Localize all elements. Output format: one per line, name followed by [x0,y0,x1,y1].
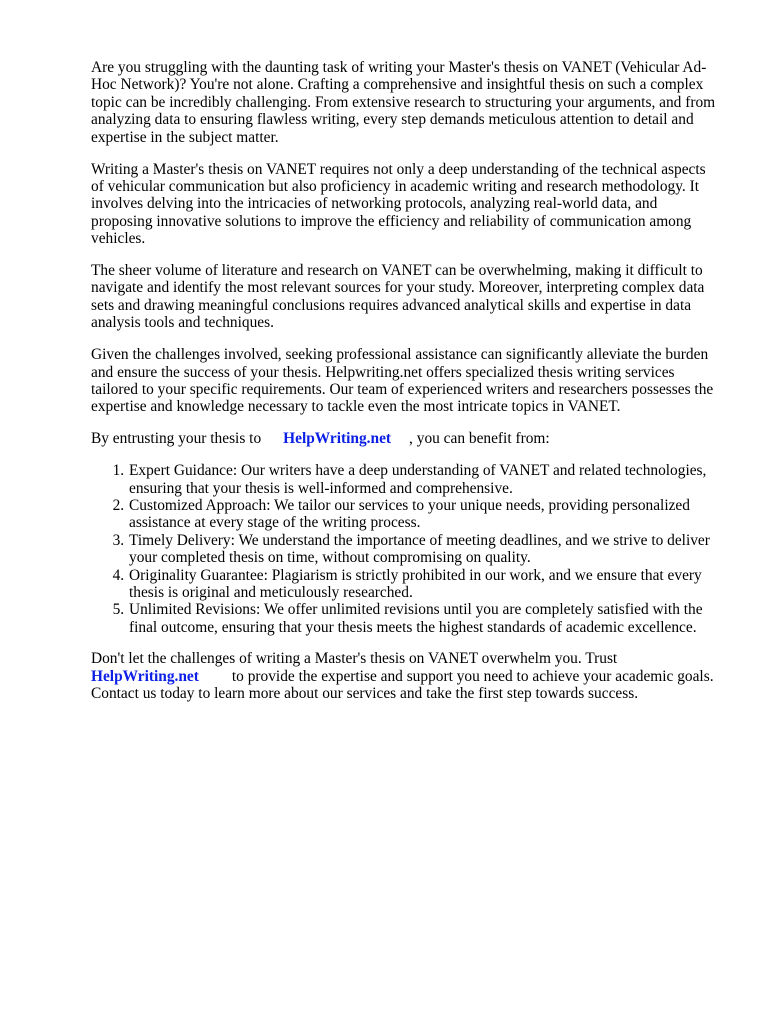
helpwriting-link-closing[interactable]: HelpWriting.net [91,667,199,685]
benefits-list [91,462,721,636]
document-page [91,59,721,717]
list-item: 4. Originality Guarantee: Plagiarism is strictly prohibited in our work, and we ensure that every thesis is original and meticulously researched. [128,567,721,602]
list-item: 3. Timely Delivery: We understand the importance of meeting deadlines, and we strive to deliver your completed thesis on time, without compromising on quality. [128,532,721,567]
literature-paragraph: The sheer volume of literature and research on VANET can be overwhelming, making it difficult to navigate and identify the most relevant sources for your study. Moreover, interpreting complex data sets and drawing meaningful conclusions requires advanced analytical skills and expertise in data analysis tools and techniques. [91,262,705,332]
closing-text-after: to provide the expertise and support you need to achieve your academic goals. Contact us today to learn more about our services and take the first step towards success. [91,667,714,703]
intro-paragraph: Are you struggling with the daunting task of writing your Master's thesis on VANET (Vehicular Ad-Hoc Network)? You're not alone. Crafting a comprehensive and insightful thesis on such a complex topic can be incredibly challenging. From extensive research to structuring your arguments, and from analyzing data to ensuring flawless writing, every step demands meticulous attention to detail and expertise in the subject matter. [91,59,716,146]
closing-text-before: Don't let the challenges of writing a Master's thesis on VANET overwhelm you. Trust [91,650,618,668]
helpwriting-link[interactable]: HelpWriting.net [283,430,392,448]
list-item: 1. Expert Guidance: Our writers have a deep understanding of VANET and related technologies, ensuring that your thesis is well-informed and comprehensive. [128,462,721,497]
requirements-paragraph: Writing a Master's thesis on VANET requires not only a deep understanding of the technical aspects of vehicular communication but also proficiency in academic writing and research methodology. It involves delving into the intricacies of networking protocols, analyzing real-world data, and proposing innovative solutions to improve the efficiency and reliability of communication among vehicles. [91,160,706,248]
entrust-text-after: , you can benefit from: [409,430,550,448]
list-item: 2. Customized Approach: We tailor our services to your unique needs, providing personalized assistance at every stage of the writing process. [128,497,721,532]
assistance-paragraph: Given the challenges involved, seeking professional assistance can significantly alleviate the burden and ensure the success of your thesis. Helpwriting.net offers specialized thesis writing services tailored to your specific requirements. Our team of experienced writers and researchers possesses the expertise and knowledge necessary to tackle even the most intricate topics in VANET. [91,346,714,416]
entrust-paragraph [91,430,721,447]
list-item: 5. Unlimited Revisions: We offer unlimited revisions until you are completely satisfied with the final outcome, ensuring that your thesis meets the highest standards of academic excellence. [128,601,721,636]
closing-paragraph [91,650,721,702]
entrust-text-before: By entrusting your thesis to [91,430,262,448]
